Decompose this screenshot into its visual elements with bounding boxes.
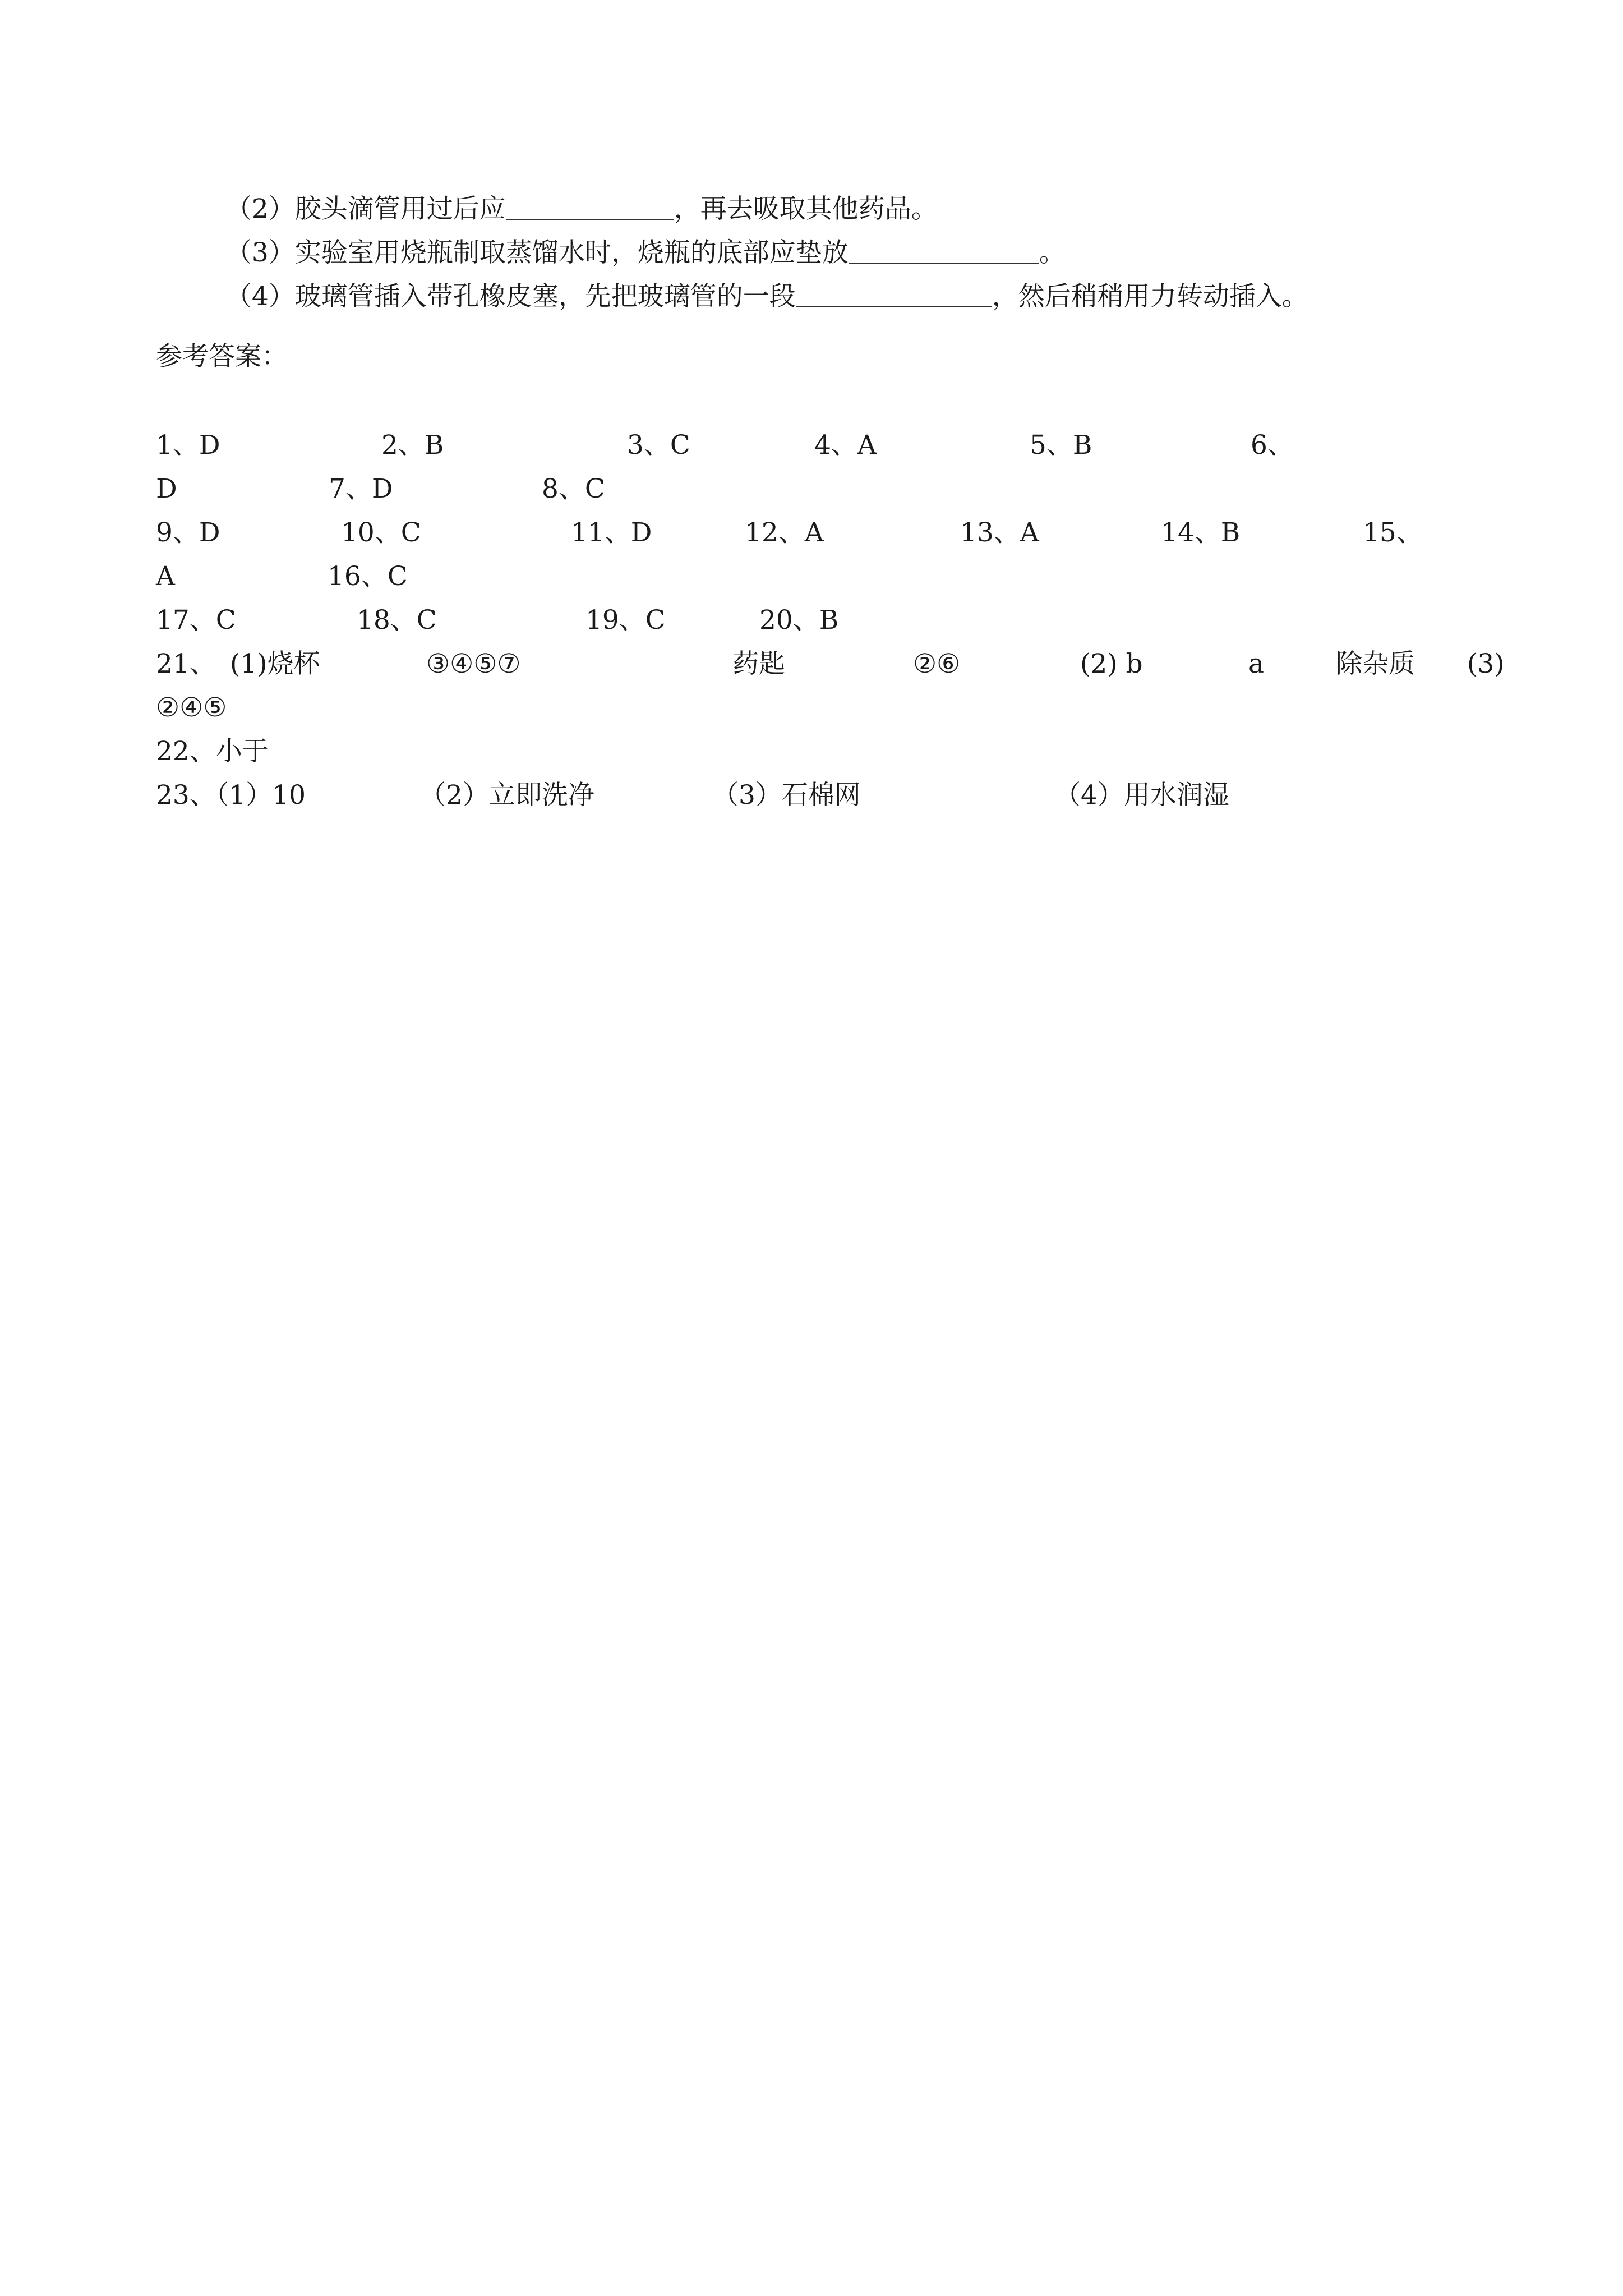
answer-item: D bbox=[156, 473, 177, 504]
answer-item: a bbox=[1248, 648, 1265, 679]
answer-item: 1、D bbox=[156, 430, 220, 461]
answer-item: 19、C bbox=[585, 605, 666, 636]
answer-item: ②④⑤ bbox=[156, 692, 227, 723]
answer-item: 23、（1）10 bbox=[156, 780, 306, 811]
question-2-suffix: ，再去吸取其他药品。 bbox=[674, 194, 938, 224]
answer-item: 2、B bbox=[381, 430, 444, 461]
answer-item: ②⑥ bbox=[913, 648, 961, 679]
answer-item: 21、 bbox=[156, 648, 216, 679]
answer-item: (2) b bbox=[1080, 648, 1143, 679]
question-4 bbox=[209, 257, 1308, 310]
answer-item: （3）石棉网 bbox=[712, 780, 861, 811]
answer-item: 除杂质 bbox=[1336, 648, 1415, 679]
question-3-prefix: （3）实验室用烧瓶制取蒸馏水时，烧瓶的底部应垫放 bbox=[225, 237, 849, 268]
answer-item: 5、B bbox=[1030, 430, 1092, 461]
answer-item: (1)烧杯 bbox=[230, 648, 320, 679]
answer-item: 12、A bbox=[745, 517, 824, 548]
answer-item: 17、C bbox=[156, 605, 236, 636]
answer-item: A bbox=[156, 561, 175, 592]
answer-item: 3、C bbox=[627, 430, 690, 461]
answer-item: 18、C bbox=[357, 605, 437, 636]
answer-item: ③④⑤⑦ bbox=[426, 648, 521, 679]
answer-item: 20、B bbox=[759, 605, 839, 636]
answer-item: 药匙 bbox=[732, 648, 785, 679]
answer-item: 11、D bbox=[571, 517, 652, 548]
answer-item: 16、C bbox=[328, 561, 408, 592]
answer-item: 6、 bbox=[1251, 430, 1294, 461]
answer-item: （2）立即洗净 bbox=[419, 780, 594, 811]
answer-item: 4、A bbox=[814, 430, 877, 461]
answer-item: 22、小于 bbox=[156, 736, 269, 767]
question-4-prefix: （4）玻璃管插入带孔橡皮塞，先把玻璃管的一段 bbox=[225, 281, 796, 312]
answer-item: 10、C bbox=[341, 517, 421, 548]
answer-item: （4）用水润湿 bbox=[1054, 780, 1229, 811]
answer-item: (3) bbox=[1467, 648, 1505, 679]
answer-blank bbox=[796, 284, 992, 307]
question-3-suffix: 。 bbox=[1039, 237, 1066, 268]
question-2-prefix: （2）胶头滴管用过后应 bbox=[225, 194, 506, 224]
answer-item: 8、C bbox=[542, 473, 605, 504]
answer-item: 7、D bbox=[329, 473, 393, 504]
answer-item: 9、D bbox=[156, 517, 220, 548]
answers-title: 参考答案： bbox=[156, 341, 288, 372]
answer-item: 13、A bbox=[960, 517, 1039, 548]
question-4-suffix: ，然后稍稍用力转动插入。 bbox=[992, 281, 1308, 312]
answer-item: 14、B bbox=[1161, 517, 1241, 548]
answer-item: 15、 bbox=[1363, 517, 1423, 548]
